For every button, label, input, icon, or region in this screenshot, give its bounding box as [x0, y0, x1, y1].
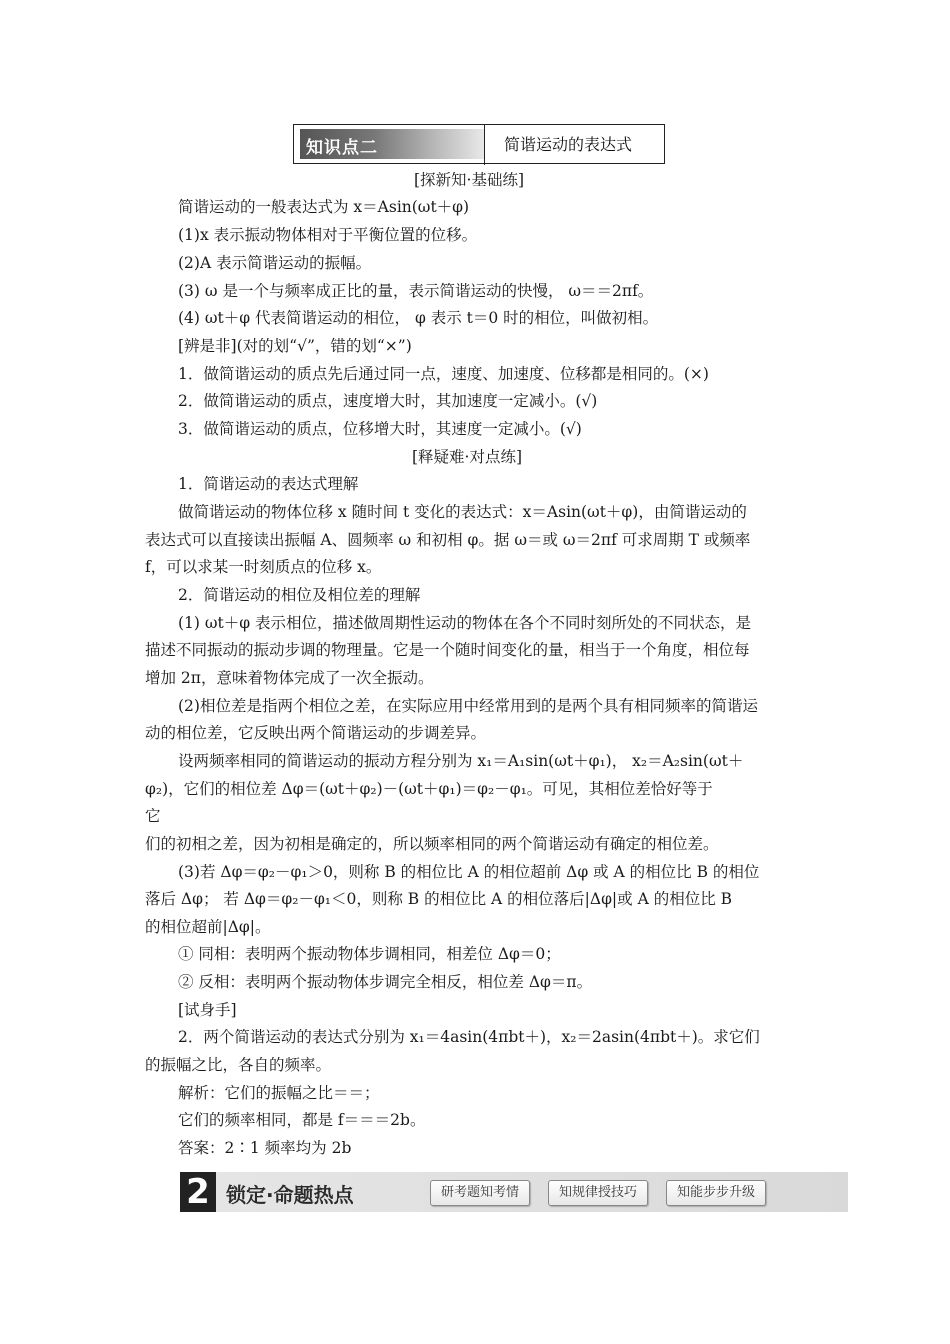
paragraph-line: 2．做简谐运动的质点，速度增大时，其加速度一定减小。(√) [178, 392, 598, 410]
paragraph-line: 的相位超前|Δφ|。 [145, 918, 271, 936]
banner-button-techniques[interactable]: 知规律授技巧 [548, 1180, 648, 1206]
paragraph-line: 3．做简谐运动的质点，位移增大时，其速度一定减小。(√) [178, 420, 582, 438]
knowledge-point-header [293, 124, 665, 164]
paragraph-line: 它 [145, 807, 161, 825]
paragraph-line: (1) ωt＋φ 表示相位，描述做周期性运动的物体在各个不同时刻所处的不同状态，是 [178, 614, 752, 632]
paragraph-line: 解析：它们的振幅之比＝＝； [178, 1084, 380, 1102]
paragraph-line: 落后 Δφ； 若 Δφ＝φ₂－φ₁＜0，则称 B 的相位比 A 的相位落后|Δφ|或 A 的相位比 B [145, 890, 733, 908]
paragraph-line: 做简谐运动的物体位移 x 随时间 t 变化的表达式：x＝Asin(ωt＋φ)，由简谐运动的 [178, 503, 747, 521]
paragraph-line: 描述不同振动的振动步调的物理量。它是一个随时间变化的量，相当于一个角度，相位每 [145, 641, 750, 659]
knowledge-point-title: 简谐运动的表达式 [504, 135, 633, 154]
paragraph-line: 简谐运动的一般表达式为 x＝Asin(ωt＋φ) [178, 198, 470, 216]
paragraph-line: (3) ω 是一个与频率成正比的量，表示简谐运动的快慢， ω＝＝2πf。 [178, 282, 654, 300]
paragraph-line: ② 反相：表明两个振动物体步调完全相反，相位差 Δφ＝π。 [178, 973, 593, 991]
paragraph-line: (3)若 Δφ＝φ₂－φ₁＞0，则称 B 的相位比 A 的相位超前 Δφ 或 A 的相位比 B 的相位 [178, 863, 760, 881]
paragraph-line: 1．简谐运动的表达式理解 [178, 475, 359, 493]
banner-button-level-up[interactable]: 知能步步升级 [666, 1180, 766, 1206]
paragraph-line: 动的相位差，它反映出两个简谐运动的步调差异。 [145, 724, 487, 742]
knowledge-point-tag-label: 知识点二 [306, 138, 378, 158]
paragraph-line: 1．做简谐运动的质点先后通过同一点，速度、加速度、位移都是相同的。(×) [178, 365, 709, 383]
paragraph-line: (2)A 表示简谐运动的振幅。 [178, 254, 372, 272]
paragraph-line: (4) ωt＋φ 代表简谐运动的相位， φ 表示 t＝0 时的相位，叫做初相。 [178, 309, 659, 327]
paragraph-line: 2．两个简谐运动的表达式分别为 x₁＝4asin(4πbt＋)，x₂＝2asin(4πbt＋)。求它们 [178, 1028, 760, 1046]
paragraph-line: (2)相位差是指两个相位之差，在实际应用中经常用到的是两个具有相同频率的简谐运 [178, 697, 758, 715]
paragraph-line: [辨是非](对的划“√”，错的划“×”) [178, 337, 412, 355]
paragraph-line: 的振幅之比，各自的频率。 [145, 1056, 332, 1074]
paragraph-line: ① 同相：表明两个振动物体步调相同，相差位 Δφ＝0； [178, 945, 561, 963]
answer-line: 答案：2∶1 频率均为 2b [178, 1139, 352, 1157]
knowledge-point-tag [300, 129, 484, 159]
banner-number: 2 [180, 1172, 216, 1212]
section-title-clarify: [释疑难·对点练] [412, 448, 523, 466]
paragraph-line: 表达式可以直接读出振幅 A、圆频率 ω 和初相 φ。据 ω＝或 ω＝2πf 可求周期 T 或频率 [145, 531, 751, 549]
paragraph-line: 们的初相之差，因为初相是确定的，所以频率相同的两个简谐运动有确定的相位差。 [145, 835, 719, 853]
paragraph-line: f，可以求某一时刻质点的位移 x。 [145, 558, 382, 576]
paragraph-line: 它们的频率相同，都是 f＝＝＝2b。 [178, 1111, 426, 1129]
paragraph-line: [试身手] [178, 1001, 237, 1019]
banner-button-exam-trends[interactable]: 研考题知考情 [430, 1180, 530, 1206]
paragraph-line: 2．简谐运动的相位及相位差的理解 [178, 586, 421, 604]
bottom-banner [180, 1172, 848, 1212]
paragraph-line: (1)x 表示振动物体相对于平衡位置的位移。 [178, 226, 478, 244]
paragraph-line: 增加 2π，意味着物体完成了一次全振动。 [145, 669, 434, 687]
paragraph-line: 设两频率相同的简谐运动的振动方程分别为 x₁＝A₁sin(ωt＋φ₁)， x₂＝A₂sin(ωt＋ [178, 752, 744, 770]
paragraph-line: φ₂)，它们的相位差 Δφ＝(ωt＋φ₂)－(ωt＋φ₁)＝φ₂－φ₁。可见，其相位差恰好等于 [145, 780, 713, 798]
section-title-explore: [探新知·基础练] [414, 171, 525, 189]
header-divider [484, 125, 485, 165]
banner-title: 锁定·命题热点 [226, 1183, 354, 1207]
